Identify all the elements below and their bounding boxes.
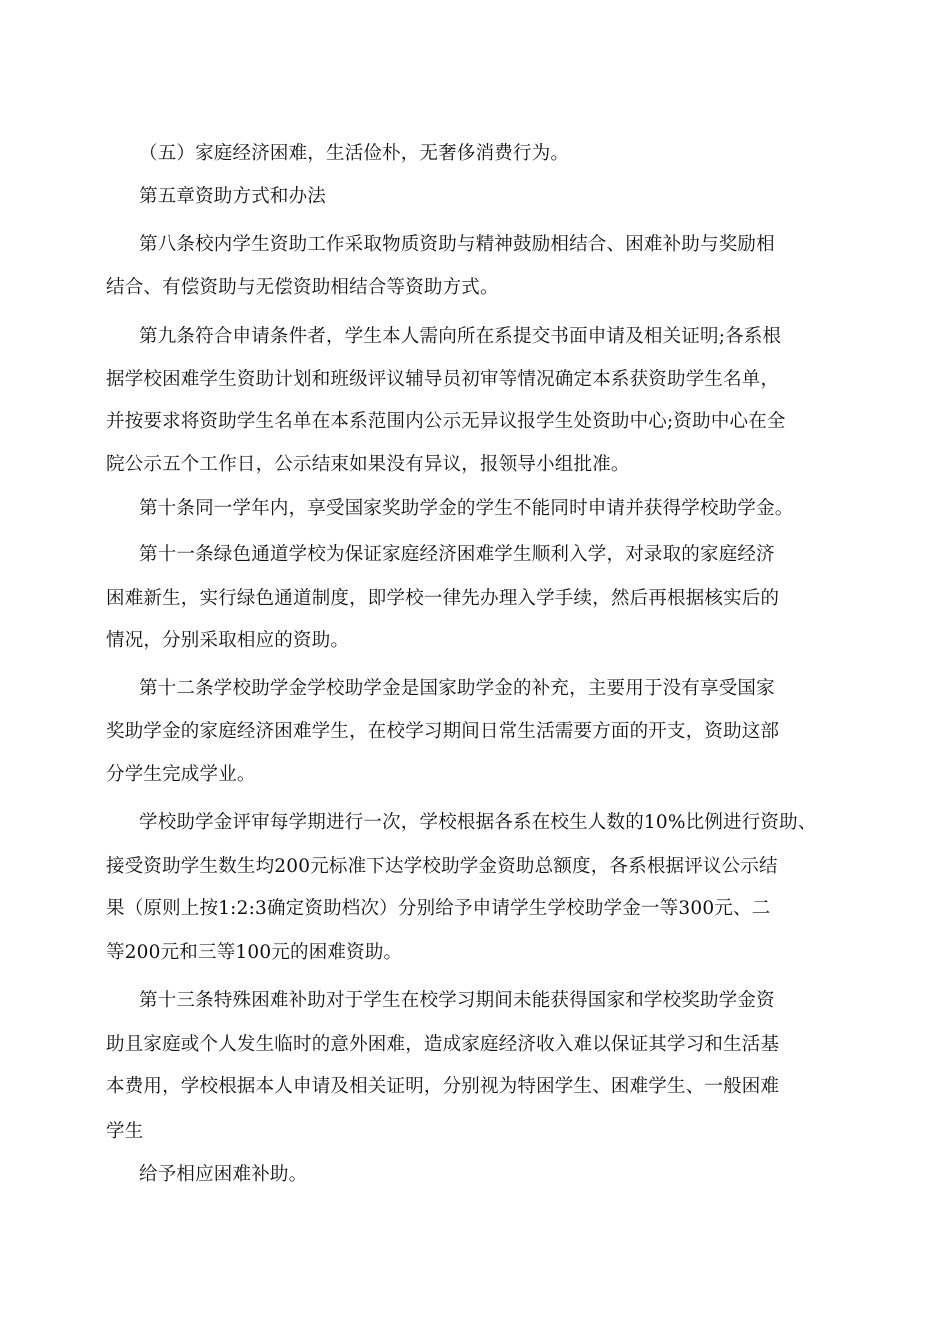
text-line: 院公示五个工作日，公示结束如果没有异议，报领导小组批准。 (106, 454, 630, 475)
text-line: 奖助学金的家庭经济困难学生，在校学习期间日常生活需要方面的开支，资助这部 (106, 721, 780, 742)
text-line: 第九条符合申请条件者，学生本人需向所在系提交书面申请及相关证明;各系根 (139, 326, 782, 347)
text-line: 学校助学金评审每学期进行一次，学校根据各系在校生人数的10%比例进行资助、 (139, 812, 817, 833)
text-line: 第十条同一学年内，享受国家奖助学金的学生不能同时申请并获得学校助学金。 (139, 498, 794, 519)
text-line: 第八条校内学生资助工作采取物质资助与精神鼓励相结合、困难补助与奖励相 (139, 234, 775, 255)
text-line: 并按要求将资助学生名单在本系范围内公示无异议报学生处资助中心;资助中心在全 (106, 411, 786, 432)
text-line: 分学生完成学业。 (106, 764, 256, 785)
text-line: 学生 (106, 1121, 144, 1142)
text-line: 助且家庭或个人发生临时的意外困难，造成家庭经济收入难以保证其学习和生活基 (106, 1034, 780, 1055)
text-line: 第十三条特殊困难补助对于学生在校学习期间未能获得国家和学校奖助学金资 (139, 990, 775, 1011)
text-line: 据学校困难学生资助计划和班级评议辅导员初审等情况确定本系获资助学生名单， (106, 369, 780, 390)
text-line: 等200元和三等100元的困难资助。 (106, 942, 403, 963)
text-line: 第十一条绿色通道学校为保证家庭经济困难学生顺利入学，对录取的家庭经济 (139, 544, 775, 565)
text-line: 结合、有偿资助与无偿资助相结合等资助方式。 (106, 277, 499, 298)
text-line: 本费用，学校根据本人申请及相关证明，分别视为特困学生、困难学生、一般困难 (106, 1076, 780, 1097)
text-line: 给予相应困难补助。 (139, 1164, 308, 1185)
text-line: 接受资助学生数生均200元标准下达学校助学金资助总额度，各系根据评议公示结 (106, 856, 778, 877)
text-line: 第十二条学校助学金学校助学金是国家助学金的补充，主要用于没有享受国家 (139, 678, 775, 699)
text-line: 情况，分别采取相应的资助。 (106, 630, 350, 651)
chapter-heading: 第五章资助方式和办法 (139, 186, 327, 207)
text-line: 困难新生，实行绿色通道制度，即学校一律先办理入学手续，然后再根据核实后的 (106, 588, 780, 609)
text-line: 果（原则上按1:2:3确定资助档次）分别给予申请学生学校助学金一等300元、二 (106, 898, 771, 919)
text-line: （五）家庭经济困难，生活俭朴，无奢侈消费行为。 (139, 143, 570, 164)
